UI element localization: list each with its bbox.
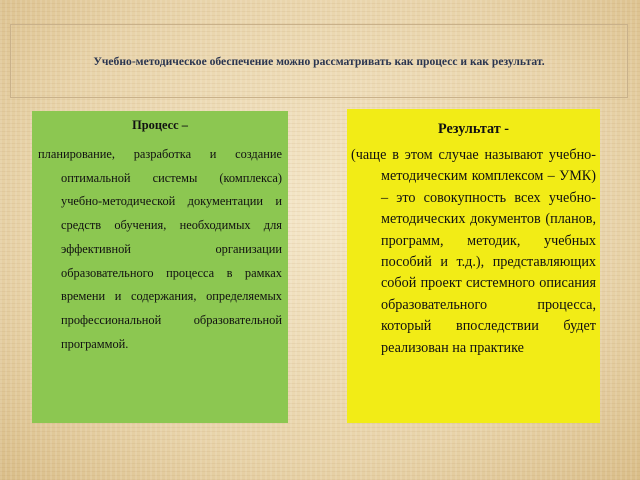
process-card (32, 111, 288, 423)
slide-title: Учебно-методическое обеспечение можно рассматривать как процесс и как результат. (93, 54, 545, 68)
slide-title-box (10, 24, 628, 98)
result-body: (чаще в этом случае называют учебно-методическим комплексом – УМК) – это совокупность всех учебно-методических документов (планов, программ, методик, учебных пособий и т.д.), представляющих собой проект системного описания образовательного процесса, который впоследствии будет реализован на практике (351, 147, 596, 356)
result-card (347, 109, 600, 423)
result-heading: Результат - (438, 121, 509, 137)
process-heading: Процесс – (132, 118, 188, 132)
process-body: планирование, разработка и создание оптимальной системы (комплекса) учебно-методической документации и средств обучения, необходимых для эффективной организации образовательного процесса в рамках времени и содержания, определяемых профессиональной образовательной программой. (38, 147, 282, 351)
